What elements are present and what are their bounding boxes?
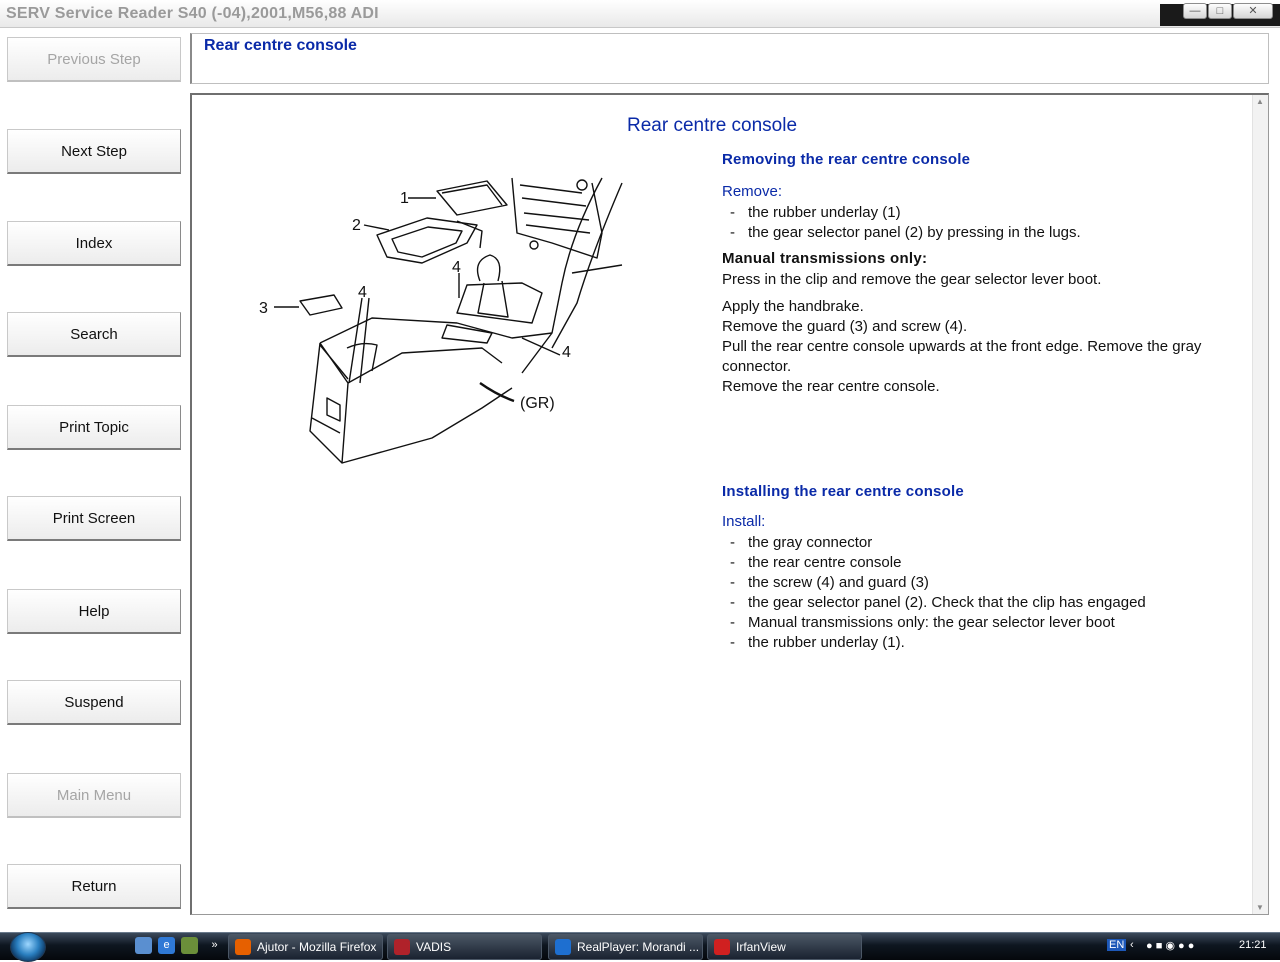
topic-title: Rear centre console xyxy=(204,37,357,54)
task-firefox[interactable]: Ajutor - Mozilla Firefox xyxy=(228,934,383,960)
task-irfanview[interactable]: IrfanView xyxy=(707,934,862,960)
internet-explorer-icon[interactable]: e xyxy=(158,937,175,954)
label-2: 2 xyxy=(352,217,361,234)
label-4a: 4 xyxy=(358,284,367,301)
clock[interactable]: 21:21 xyxy=(1239,939,1267,951)
taskbar xyxy=(0,932,1280,960)
install-label: Install: xyxy=(722,513,766,530)
removal-steps xyxy=(722,297,1232,397)
step-text: Apply the handbrake. xyxy=(722,298,864,315)
close-button[interactable]: ✕ xyxy=(1233,3,1273,19)
tray-icons[interactable]: ● ■ ◉ ● ● xyxy=(1146,940,1195,952)
step-text: Remove the guard (3) and screw (4). xyxy=(722,318,968,335)
list-item: - the gear selector panel (2) by pressing in the lugs. xyxy=(730,224,1081,241)
step-text: Pull the rear centre console upwards at the front edge. Remove the gray connector. xyxy=(722,338,1202,375)
return-button[interactable]: Return xyxy=(7,864,181,909)
minimize-button[interactable]: — xyxy=(1183,3,1207,19)
tray-expand-icon[interactable]: ‹ xyxy=(1130,939,1134,951)
rear-console-illustration xyxy=(252,173,632,473)
manual-only-heading: Manual transmissions only: xyxy=(722,250,928,267)
show-desktop-icon[interactable] xyxy=(135,937,152,954)
suspend-button[interactable]: Suspend xyxy=(7,680,181,725)
label-3: 3 xyxy=(259,300,268,317)
scroll-down-icon[interactable]: ▼ xyxy=(1256,903,1264,912)
label-4b: 4 xyxy=(452,259,461,276)
print-screen-button[interactable]: Print Screen xyxy=(7,496,181,541)
topic-header xyxy=(190,33,1269,84)
list-item: - the gear selector panel (2). Check that the clip has engaged xyxy=(730,594,1146,611)
scroll-up-icon[interactable]: ▲ xyxy=(1256,97,1264,106)
navigation-sidebar xyxy=(0,28,190,932)
task-realplayer[interactable]: RealPlayer: Morandi ... xyxy=(548,934,703,960)
document-title: Rear centre console xyxy=(627,115,798,136)
previous-step-button[interactable]: Previous Step xyxy=(7,37,181,82)
search-button[interactable]: Search xyxy=(7,312,181,357)
label-4c: 4 xyxy=(562,344,571,361)
list-item: - the rubber underlay (1) xyxy=(730,204,901,221)
content-pane[interactable] xyxy=(190,93,1269,915)
media-icon[interactable] xyxy=(181,937,198,954)
installing-heading: Installing the rear centre console xyxy=(722,483,964,500)
remove-label: Remove: xyxy=(722,183,783,200)
list-item: - the gray connector xyxy=(730,534,873,551)
manual-only-text: Press in the clip and remove the gear selector lever boot. xyxy=(722,271,1102,288)
realplayer-icon xyxy=(555,939,571,955)
label-gr: (GR) xyxy=(520,395,555,412)
start-button[interactable] xyxy=(10,932,46,962)
help-button[interactable]: Help xyxy=(7,589,181,634)
main-menu-button[interactable]: Main Menu xyxy=(7,773,181,818)
firefox-icon xyxy=(235,939,251,955)
task-vadis[interactable]: VADIS xyxy=(387,934,542,960)
language-indicator[interactable]: EN xyxy=(1109,939,1125,951)
install-list xyxy=(730,533,1146,653)
more-quicklaunch-icon[interactable]: » xyxy=(211,939,218,951)
vertical-scrollbar[interactable] xyxy=(1252,95,1268,914)
window-title: SERV Service Reader S40 (-04),2001,M56,88 ADI xyxy=(6,5,379,22)
list-item: - the rear centre console xyxy=(730,554,902,571)
index-button[interactable]: Index xyxy=(7,221,181,266)
step-text: Remove the rear centre console. xyxy=(722,378,940,395)
label-1: 1 xyxy=(400,190,409,207)
list-item: - the screw (4) and guard (3) xyxy=(730,574,929,591)
vadis-icon xyxy=(394,939,410,955)
print-topic-button[interactable]: Print Topic xyxy=(7,405,181,450)
irfanview-icon xyxy=(714,939,730,955)
remove-list xyxy=(730,203,1081,243)
window-titlebar xyxy=(0,0,1280,28)
list-item: - the rubber underlay (1). xyxy=(730,634,905,651)
next-step-button[interactable]: Next Step xyxy=(7,129,181,174)
list-item: - Manual transmissions only: the gear selector lever boot xyxy=(730,614,1115,631)
maximize-button[interactable]: □ xyxy=(1208,3,1232,19)
removing-heading: Removing the rear centre console xyxy=(722,151,971,168)
